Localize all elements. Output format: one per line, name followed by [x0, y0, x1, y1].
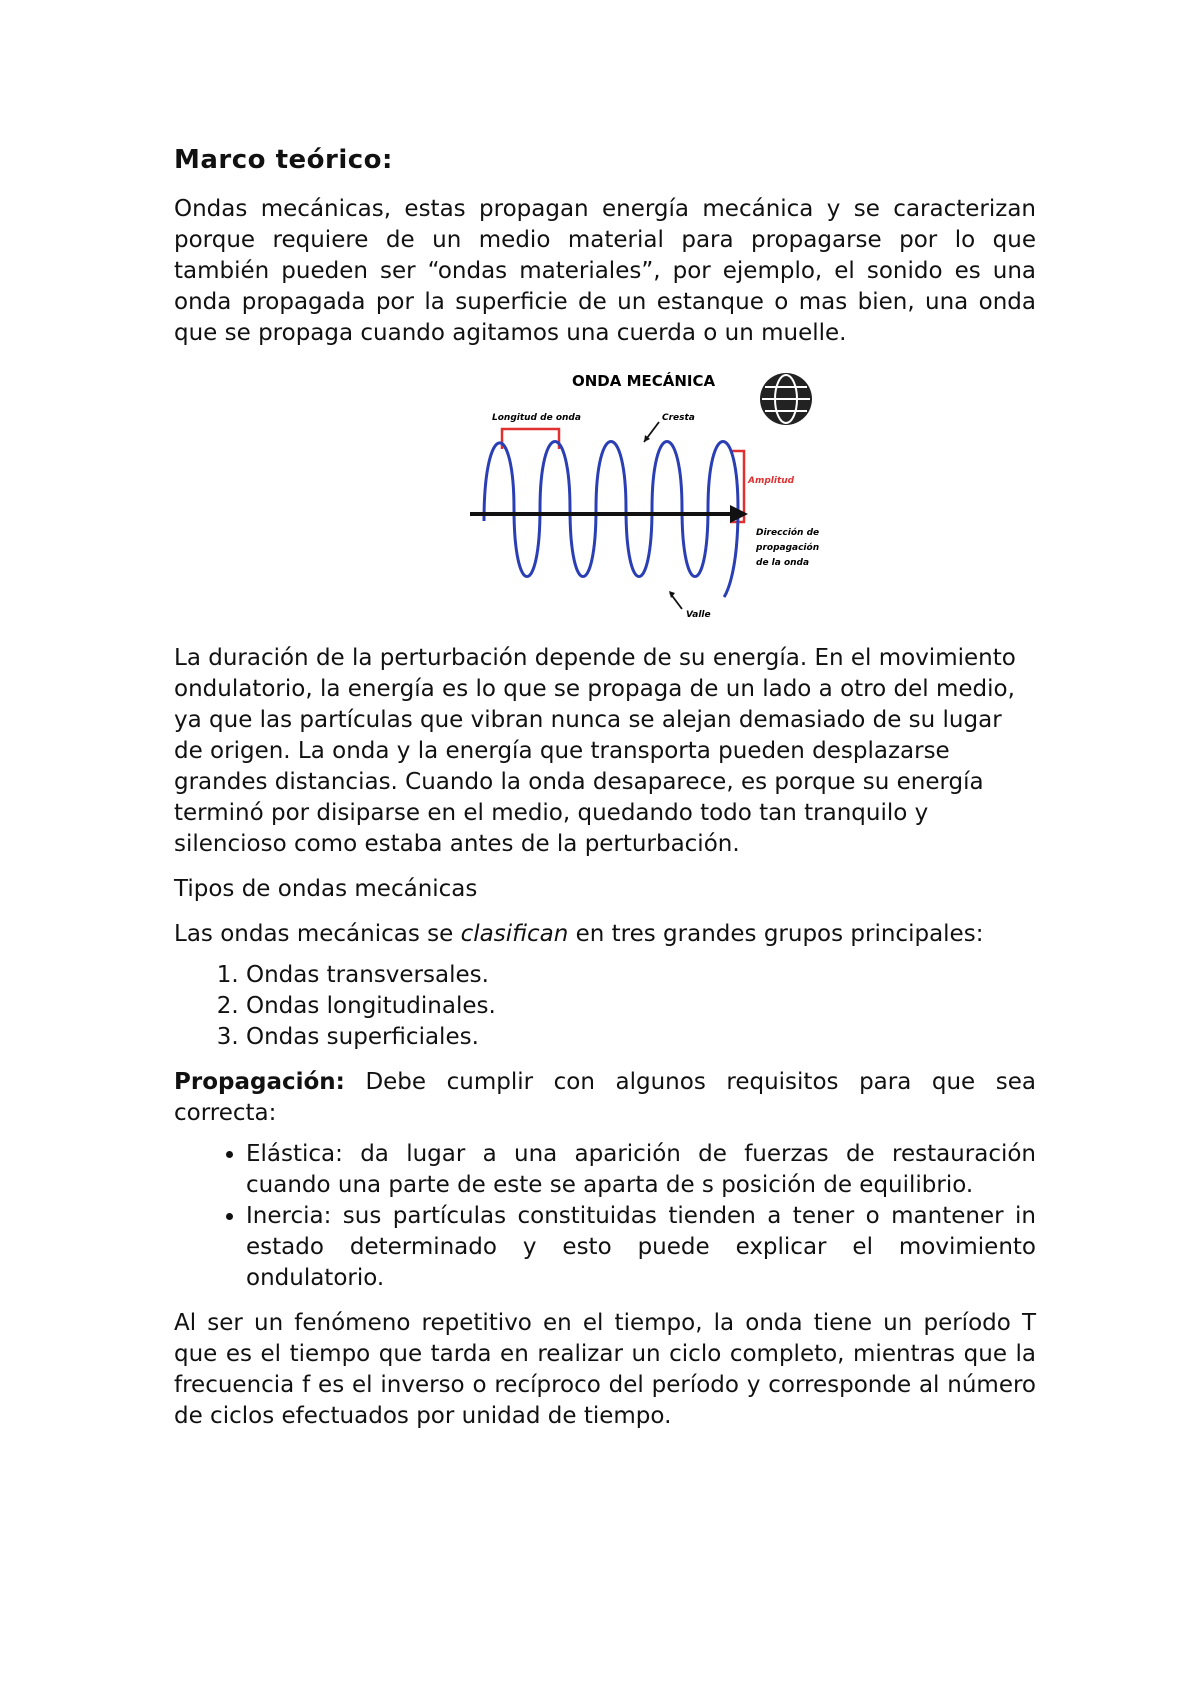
energy-paragraph: La duración de la perturbación depende de su energía. En el movimiento ondulatorio, la energía es lo que se propaga de un lado a otro del medio, ya que las partículas que vibran nunca se alejan demasiado de su lugar de origen. La onda y la energía que transporta pueden desplazarse grandes distancias. Cuando la onda desaparece, es porque su energía terminó por disiparse en el medio, quedando todo tan tranquilo y silencioso como estaba antes de la perturbación. — [174, 645, 1016, 857]
list-item: 3. Ondas superficiales. — [246, 1022, 1036, 1053]
label-trough: Valle — [686, 610, 711, 620]
classify-italic: clasifican — [460, 921, 569, 947]
propagation-text: Debe cumplir con algunos requisitos para que sea correcta: — [174, 1069, 1036, 1126]
label-direction-1: Dirección de — [756, 528, 820, 538]
document-body — [174, 140, 1036, 1432]
wave-figure — [174, 359, 1036, 629]
types-title: Tipos de ondas mecánicas — [174, 876, 478, 902]
wave-types-list — [174, 960, 1036, 1053]
propagation-paragraph — [174, 1067, 1036, 1129]
globe-icon — [760, 373, 812, 425]
propagation-label: Propagación: — [174, 1069, 345, 1095]
list-item: 2. Ondas longitudinales. — [246, 991, 1036, 1022]
wave-curve — [484, 442, 738, 598]
section-heading: Marco teórico: — [174, 145, 393, 175]
classify-after: en tres grandes grupos principales: — [568, 921, 984, 947]
list-item: • Elástica: da lugar a una aparición de fuerzas de restauración cuando una parte de este se aparta de s posición de equilibrio. — [246, 1139, 1036, 1201]
intro-paragraph: Ondas mecánicas, estas propagan energía mecánica y se caracterizan porque requiere de un medio material para propagarse por lo que también pueden ser “ondas materiales”, por ejemplo, el sonido es una onda propagada por la superficie de un estanque o mas bien, una onda que se propaga cuando agitamos una cuerda o un muelle. — [174, 196, 1036, 346]
wave-diagram — [462, 359, 822, 629]
classify-sentence — [174, 919, 1036, 950]
list-item: 1. Ondas transversales. — [246, 960, 1036, 991]
list-item: • Inercia: sus partículas constituidas tienden a tener o mantener in estado determinado y esto puede explicar el movimiento ondulatorio. — [246, 1201, 1036, 1294]
label-amplitude: Amplitud — [748, 476, 795, 486]
label-direction-3: de la onda — [756, 558, 810, 568]
classify-before: Las ondas mecánicas se — [174, 921, 461, 947]
requirements-list — [174, 1139, 1036, 1294]
label-crest: Cresta — [662, 413, 695, 423]
figure-title: ONDA MECÁNICA — [572, 372, 716, 390]
label-direction-2: propagación — [756, 543, 820, 553]
label-wavelength: Longitud de onda — [492, 413, 581, 423]
period-paragraph: Al ser un fenómeno repetitivo en el tiempo, la onda tiene un período T que es el tiempo que tarda en realizar un ciclo completo, mientras que la frecuencia f es el inverso o recíproco del período y corresponde al número de ciclos efectuados por unidad de tiempo. — [174, 1310, 1036, 1429]
